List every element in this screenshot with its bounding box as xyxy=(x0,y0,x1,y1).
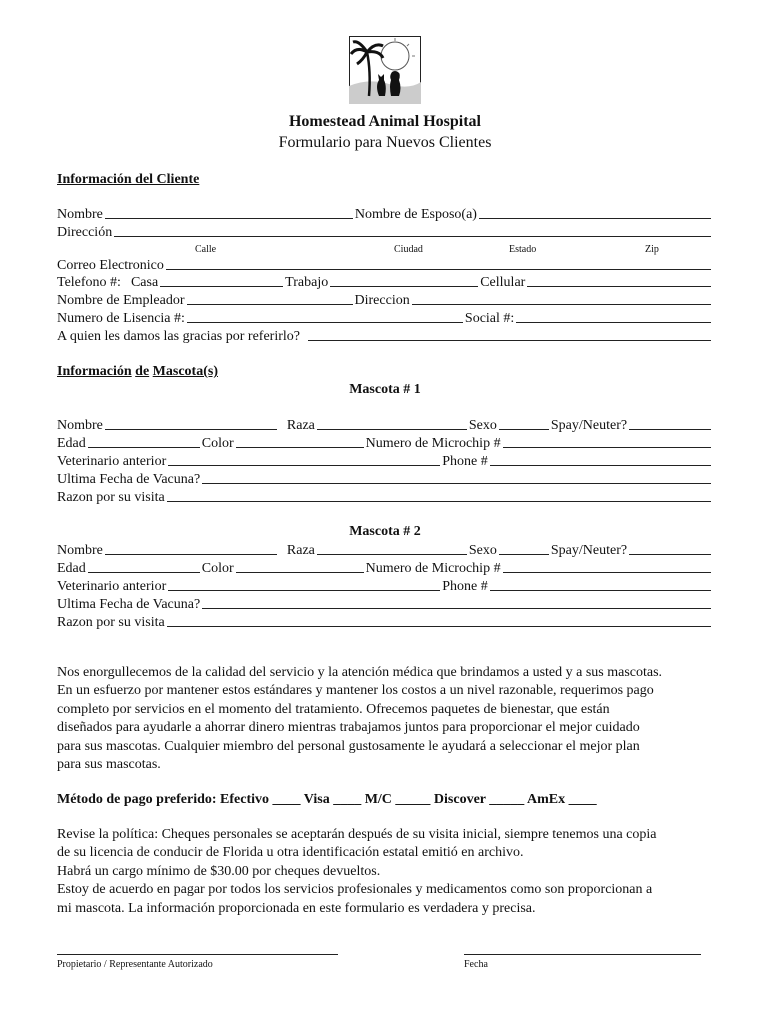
work-phone-field[interactable] xyxy=(330,286,478,287)
policy-paragraph: Revise la política: Cheques personales se aceptarán después de su visita inicial, siempre tenemos una copia de su licencia de conducir de Florida u otra identificación estatal emitió en archivo. Habrá un cargo mínimo de $30.00 por cheques devueltos. Estoy de acuerdo en pagar por todos los servicios profesionales y medicamentos como son proporcionan a mi mascota. La información proporcionada en este formulario es verdadera y precisa. xyxy=(57,827,657,916)
service-paragraph: Nos enorgullecemos de la calidad del servicio y la atención médica que brindamos a usted y a sus mascotas. En un esfuerzo por mantener estos estándares y mantener los costos a un nivel razonable, requerimos pago completo por servicios en el momento del tratamiento. Ofrecemos paquetes de bienestar, que están diseñados para ayudarle a ahorrar dinero mientras trabajamos juntos para proporcionar el mejor cuidado para sus mascotas. Cualquier miembro del personal gustosamente le ayudará a seleccionar el mejor plan para sus mascotas. xyxy=(57,665,663,773)
pet1-color-field[interactable] xyxy=(236,447,364,448)
license-label: Numero de Lisencia #: xyxy=(57,311,185,326)
pet1-breed-label: Raza xyxy=(286,418,315,433)
pet2-vet-phone-field[interactable] xyxy=(490,590,711,591)
name-label: Nombre xyxy=(57,207,103,222)
pet2-reason-row xyxy=(57,613,713,630)
license-row xyxy=(57,309,713,326)
employer-field[interactable] xyxy=(187,304,353,305)
form-title: Formulario para Nuevos Clientes xyxy=(278,134,492,151)
pet2-age-row xyxy=(57,559,713,576)
pet2-age-field[interactable] xyxy=(88,572,200,573)
pet1-color-label: Color xyxy=(201,436,234,451)
pet2-vaccine-field[interactable] xyxy=(202,608,711,609)
pet2-name-field[interactable] xyxy=(105,554,277,555)
pet1-microchip-field[interactable] xyxy=(503,447,711,448)
pet1-age-field[interactable] xyxy=(88,447,200,448)
pet2-title: Mascota # 2 xyxy=(349,524,421,539)
employer-address-field[interactable] xyxy=(412,304,711,305)
email-row xyxy=(57,256,713,273)
pet2-color-field[interactable] xyxy=(236,572,364,573)
pet2-breed-field[interactable] xyxy=(317,554,467,555)
pet1-vet-field[interactable] xyxy=(168,465,440,466)
pet1-vet-phone-field[interactable] xyxy=(490,465,711,466)
pets-heading-part1: Información xyxy=(57,364,132,379)
referral-label: A quien les damos las gracias por referirlo? xyxy=(57,329,300,344)
pet1-vet-row xyxy=(57,452,713,469)
date-signature-line[interactable] xyxy=(464,954,701,955)
cell-phone-field[interactable] xyxy=(527,286,711,287)
owner-signature-label: Propietario / Representante Autorizado xyxy=(57,959,213,970)
address-field[interactable] xyxy=(114,236,711,237)
pet2-reason-field[interactable] xyxy=(167,626,711,627)
address-sub-state: Estado xyxy=(509,244,537,255)
pet2-name-row xyxy=(57,541,713,558)
pet2-microchip-label: Numero de Microchip # xyxy=(365,561,501,576)
pet2-spay-field[interactable] xyxy=(629,554,711,555)
hospital-logo xyxy=(349,36,421,104)
pet1-vaccine-label: Ultima Fecha de Vacuna? xyxy=(57,472,201,487)
pet1-vaccine-row xyxy=(57,470,713,487)
pet1-vaccine-field[interactable] xyxy=(202,483,711,484)
pet1-vet-phone-label: Phone # xyxy=(442,454,488,469)
hospital-name: Homestead Animal Hospital xyxy=(288,113,481,130)
license-field[interactable] xyxy=(187,322,463,323)
pet2-color-label: Color xyxy=(201,561,234,576)
pet2-vet-phone-label: Phone # xyxy=(442,579,488,594)
pet1-reason-field[interactable] xyxy=(167,501,711,502)
pet1-name-field[interactable] xyxy=(105,429,277,430)
pet2-age-label: Edad xyxy=(57,561,86,576)
address-sub-zip: Zip xyxy=(645,244,659,255)
pet1-sex-label: Sexo xyxy=(468,418,497,433)
employer-address-label: Direccion xyxy=(354,293,410,308)
cell-label: Cellular xyxy=(480,275,526,290)
email-field[interactable] xyxy=(166,269,711,270)
pet2-reason-label: Razon por su visita xyxy=(57,615,165,630)
social-label: Social #: xyxy=(464,311,515,326)
pet1-spay-label: Spay/Neuter? xyxy=(550,418,628,433)
phone-label: Telefono #: xyxy=(57,275,121,290)
client-section-heading: Información del Cliente xyxy=(57,172,200,187)
payment-method-line: Método de pago preferido: Efectivo ____ Visa ____ M/C _____ Discover _____ AmEx ____ xyxy=(57,792,597,807)
pet1-breed-field[interactable] xyxy=(317,429,467,430)
pet1-age-row xyxy=(57,434,713,451)
pets-section-heading xyxy=(57,364,218,380)
owner-signature-line[interactable] xyxy=(57,954,338,955)
pets-heading-part2: de xyxy=(135,364,150,379)
client-name-row xyxy=(57,205,713,222)
pet2-microchip-field[interactable] xyxy=(503,572,711,573)
employer-label: Nombre de Empleador xyxy=(57,293,185,308)
address-row xyxy=(57,223,713,240)
pets-heading-part3: Mascota(s) xyxy=(152,364,218,379)
spouse-name-label: Nombre de Esposo(a) xyxy=(354,207,477,222)
pet1-title: Mascota # 1 xyxy=(349,382,421,397)
email-label: Correo Electronico xyxy=(57,258,164,273)
pet1-reason-label: Razon por su visita xyxy=(57,490,165,505)
referral-row xyxy=(57,327,713,344)
client-name-field[interactable] xyxy=(105,218,353,219)
pet2-vaccine-label: Ultima Fecha de Vacuna? xyxy=(57,597,201,612)
pet2-spay-label: Spay/Neuter? xyxy=(550,543,628,558)
address-label: Dirección xyxy=(57,225,113,240)
pet2-breed-label: Raza xyxy=(286,543,315,558)
pet2-vaccine-row xyxy=(57,595,713,612)
date-signature-label: Fecha xyxy=(464,959,488,970)
pet1-name-row xyxy=(57,416,713,433)
pet1-sex-field[interactable] xyxy=(499,429,549,430)
pet1-age-label: Edad xyxy=(57,436,86,451)
work-label: Trabajo xyxy=(285,275,329,290)
pet1-name-label: Nombre xyxy=(57,418,103,433)
pet1-reason-row xyxy=(57,488,713,505)
phone-row xyxy=(57,273,713,290)
address-sub-city: Ciudad xyxy=(394,244,423,255)
pet2-name-label: Nombre xyxy=(57,543,103,558)
pet2-vet-label: Veterinario anterior xyxy=(57,579,167,594)
home-phone-field[interactable] xyxy=(160,286,283,287)
palm-tree-cat-dog-logo-icon xyxy=(349,36,421,104)
pet2-sex-label: Sexo xyxy=(468,543,497,558)
home-label: Casa xyxy=(130,275,159,290)
spouse-name-field[interactable] xyxy=(479,218,711,219)
pet1-vet-label: Veterinario anterior xyxy=(57,454,167,469)
pet2-vet-row xyxy=(57,577,713,594)
pet1-microchip-label: Numero de Microchip # xyxy=(365,436,501,451)
social-field[interactable] xyxy=(516,322,711,323)
pet2-vet-field[interactable] xyxy=(168,590,440,591)
employer-row xyxy=(57,291,713,308)
pet1-spay-field[interactable] xyxy=(629,429,711,430)
address-sub-street: Calle xyxy=(195,244,217,255)
pet2-sex-field[interactable] xyxy=(499,554,549,555)
referral-field[interactable] xyxy=(308,340,711,341)
